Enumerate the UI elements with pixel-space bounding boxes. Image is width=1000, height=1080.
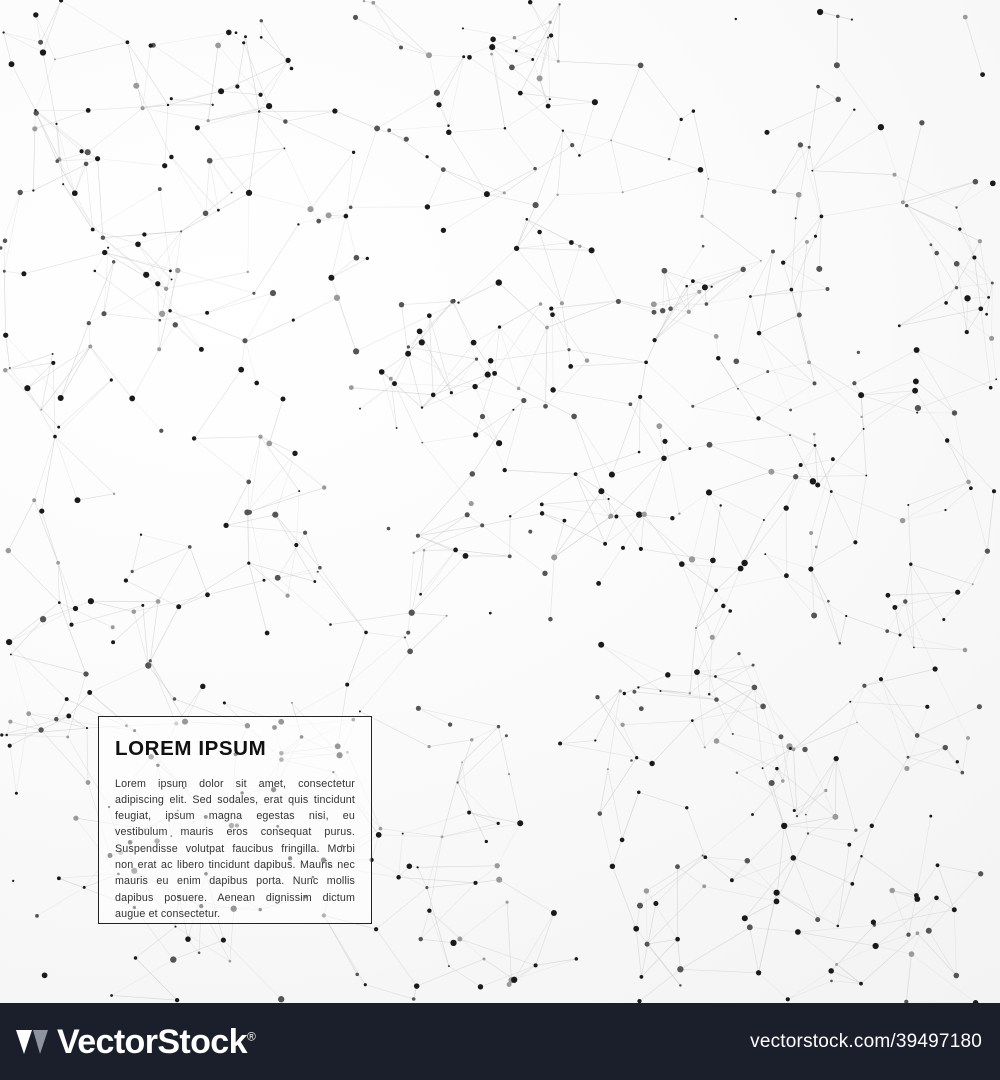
watermark-footer <box>0 1003 1000 1080</box>
caption-box <box>98 716 372 924</box>
caption-title: LOREM IPSUM <box>115 737 267 760</box>
logo-stock-text: Stock <box>157 1022 247 1061</box>
vectorstock-logo <box>14 1024 255 1060</box>
logo-wordmark <box>57 1022 256 1061</box>
caption-body: Lorem ipsum dolor sit amet, consectetur adipiscing elit. Sed sodales, erat quis tincidunt feugiat, ipsum magna egestas nisi, eu vestibulum mauris eros consequat purus. Suspendisse volutpat faucibus fringilla. Morbi non erat ac libero tincidunt dapibus. Mauris nec mauris eu enim dapibus porta. Nunc mollis dapibus posuere. Aenean dignissim dictum augue et consectetur. <box>115 777 355 920</box>
logo-registered-mark: ® <box>246 1029 256 1044</box>
logo-mark-icon <box>14 1024 50 1060</box>
logo-vector-text: Vector <box>57 1022 158 1061</box>
image-id-text: vectorstock.com/39497180 <box>750 1030 982 1052</box>
